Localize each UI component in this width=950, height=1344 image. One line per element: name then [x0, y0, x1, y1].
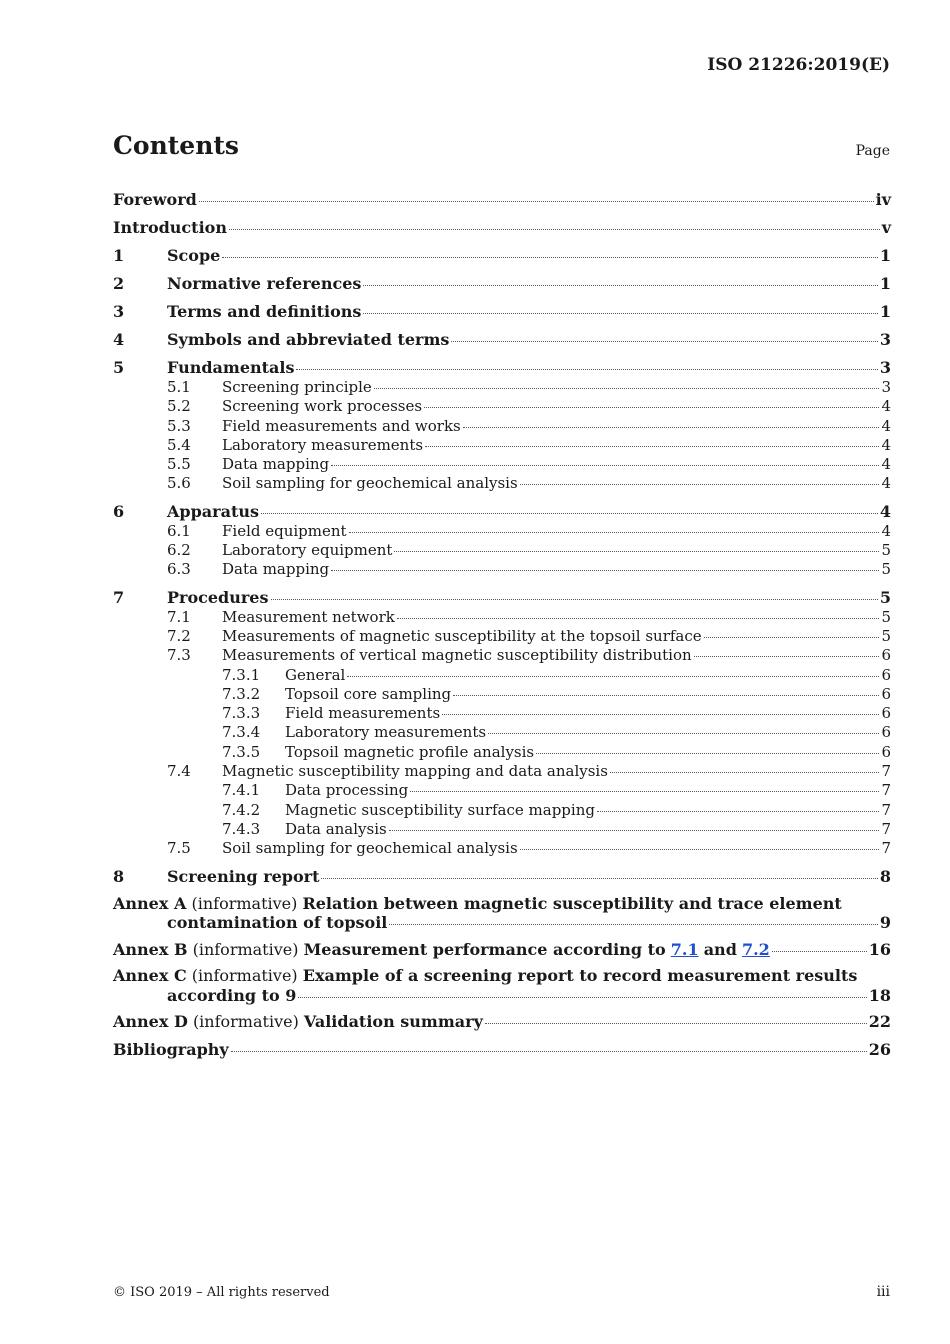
entry-title: Topsoil magnetic profile analysis — [285, 742, 535, 761]
leader-dots — [442, 714, 879, 715]
entry-number: 7.3.3 — [222, 704, 261, 723]
leader-dots — [597, 811, 879, 812]
page-number: 7 — [881, 800, 891, 819]
toc-entry[interactable] — [113, 417, 891, 436]
page-number: 5 — [879, 587, 891, 607]
entry-title: Magnetic susceptibility surface mapping — [285, 800, 595, 819]
toc-entry[interactable] — [113, 820, 891, 839]
toc-entry[interactable] — [113, 541, 891, 560]
entry-title: Magnetic susceptibility mapping and data analysis — [222, 762, 608, 781]
page-number: 6 — [881, 684, 891, 703]
entry-title: Measurements of magnetic susceptibility at the topsoil surface — [222, 626, 702, 645]
entry-title: Symbols and abbreviated terms — [167, 330, 450, 349]
leader-dots — [222, 257, 878, 258]
toc-entry[interactable] — [113, 189, 891, 210]
toc-entry[interactable] — [113, 646, 891, 665]
entry-title: General — [285, 665, 346, 684]
annex-title-cont: contamination of topsoil — [167, 913, 388, 933]
clause-link-7-2[interactable]: 7.2 — [741, 939, 770, 959]
leader-dots — [704, 637, 880, 638]
entry-number: 7.3 — [167, 646, 191, 665]
toc-entry[interactable] — [113, 704, 891, 723]
toc-bibliography[interactable] — [113, 1039, 891, 1060]
toc-entry[interactable] — [113, 839, 891, 858]
entry-title: Bibliography — [113, 1039, 229, 1059]
toc-entry[interactable] — [113, 560, 891, 579]
toc-entry[interactable] — [113, 436, 891, 455]
page-number: 3 — [879, 358, 891, 377]
entry-title: Topsoil core sampling — [285, 684, 452, 703]
toc-entry[interactable] — [113, 329, 891, 350]
annex-type: (informative) — [191, 893, 298, 913]
leader-dots — [520, 484, 880, 485]
leader-dots — [610, 772, 880, 773]
footer-page-number: iii — [876, 1284, 890, 1300]
entry-title: Screening work processes — [222, 397, 423, 416]
entry-number: 5.3 — [167, 416, 191, 435]
leader-dots — [389, 830, 880, 831]
toc-entry[interactable] — [113, 685, 891, 704]
entry-number: 7.4 — [167, 762, 191, 781]
page-number: 18 — [868, 985, 891, 1005]
toc-entry[interactable] — [113, 743, 891, 762]
leader-dots — [451, 341, 877, 342]
entry-title: Field equipment — [222, 521, 347, 540]
toc-annex-b[interactable] — [113, 940, 891, 960]
page-column-label: Page — [855, 143, 890, 159]
entry-title: Data mapping — [222, 455, 330, 474]
toc-entry[interactable] — [113, 397, 891, 416]
annex-type: (informative) — [191, 966, 298, 986]
leader-dots — [389, 924, 877, 925]
entry-number: 5.1 — [167, 378, 191, 396]
page-number: 4 — [881, 455, 891, 474]
entry-number: 5.2 — [167, 397, 191, 416]
toc-entry[interactable] — [113, 666, 891, 685]
page-number: iv — [875, 190, 891, 209]
page-number: 7 — [881, 819, 891, 838]
page-number: 6 — [881, 646, 891, 665]
toc-entry[interactable] — [113, 474, 891, 493]
entry-number: 6.3 — [167, 560, 191, 579]
leader-dots — [331, 570, 879, 571]
entry-title: Normative references — [167, 274, 362, 293]
annex-label: Annex D — [113, 1012, 188, 1032]
leader-dots — [363, 285, 877, 286]
page-number: 4 — [881, 397, 891, 416]
toc-entry[interactable] — [113, 587, 891, 608]
leader-dots — [453, 695, 879, 696]
leader-dots — [463, 427, 880, 428]
page-number: 7 — [881, 781, 891, 800]
document-id: ISO 21226:2019(E) — [707, 55, 890, 75]
entry-title: Data mapping — [222, 560, 330, 579]
entry-title: Introduction — [113, 218, 227, 237]
page-number: 4 — [879, 501, 891, 521]
page-number: 26 — [868, 1039, 891, 1059]
entry-number: 7.2 — [167, 626, 191, 645]
leader-dots — [296, 369, 877, 370]
contents-header — [113, 131, 890, 167]
toc-entry[interactable] — [113, 301, 891, 322]
leader-dots — [397, 618, 880, 619]
toc-entry[interactable] — [113, 455, 891, 474]
entry-number: 7.3.5 — [222, 742, 261, 761]
entry-number: 2 — [113, 274, 125, 293]
entry-number: 5.5 — [167, 455, 191, 474]
toc-entry[interactable] — [113, 866, 891, 887]
page-number: 1 — [879, 246, 891, 265]
leader-dots — [694, 656, 880, 657]
toc-entries — [113, 189, 891, 887]
annex-title: Example of a screening report to record measurement results — [302, 966, 858, 986]
annex-type: (informative) — [192, 939, 299, 959]
entry-number: 6 — [113, 501, 125, 521]
entry-number: 3 — [113, 302, 125, 321]
leader-dots — [374, 388, 880, 389]
leader-dots — [331, 465, 879, 466]
entry-title: Data processing — [285, 781, 409, 800]
toc-entry[interactable] — [113, 217, 891, 238]
entry-number: 7.4.1 — [222, 781, 261, 800]
page-number: 22 — [868, 1012, 891, 1032]
leader-dots — [321, 878, 877, 879]
entry-number: 1 — [113, 246, 125, 265]
entry-number: 6.2 — [167, 541, 191, 560]
entry-number: 5.4 — [167, 435, 191, 454]
entry-title: Field measurements and works — [222, 416, 461, 435]
entry-title: Terms and definitions — [167, 302, 362, 321]
leader-dots — [772, 951, 867, 952]
page-number: 6 — [881, 742, 891, 761]
entry-title: Screening principle — [222, 378, 372, 396]
annex-title-cont: according to 9 — [167, 985, 297, 1005]
toc-entry[interactable] — [113, 378, 891, 397]
toc-entry[interactable] — [113, 762, 891, 781]
entry-number: 7.1 — [167, 607, 191, 626]
toc-entry[interactable] — [113, 608, 891, 627]
copyright-notice: © ISO 2019 – All rights reserved — [113, 1285, 330, 1300]
toc-entry[interactable] — [113, 627, 891, 646]
toc-entry[interactable] — [113, 501, 891, 522]
leader-dots — [363, 313, 877, 314]
toc-entry[interactable] — [113, 357, 891, 378]
annex-type: (informative) — [192, 1012, 299, 1032]
entry-title: Laboratory measurements — [222, 435, 424, 454]
annex-title-and: and — [703, 939, 737, 959]
entry-title: Soil sampling for geochemical analysis — [222, 474, 518, 493]
toc-annex-c[interactable] — [113, 966, 891, 1005]
entry-title: Laboratory measurements — [285, 723, 487, 742]
entry-number: 5 — [113, 358, 125, 377]
page-number: 3 — [879, 330, 891, 349]
toc-entry[interactable] — [113, 522, 891, 541]
leader-dots — [410, 791, 879, 792]
entry-title: Laboratory equipment — [222, 541, 393, 560]
clause-link-7-1[interactable]: 7.1 — [670, 939, 699, 959]
leader-dots — [485, 1023, 867, 1024]
page-number: 9 — [879, 913, 891, 933]
entry-number: 5.6 — [167, 474, 191, 493]
leader-dots — [347, 676, 879, 677]
leader-dots — [536, 753, 879, 754]
leader-dots — [231, 1051, 867, 1052]
annex-title: Measurement performance according to — [303, 939, 666, 959]
leader-dots — [349, 532, 880, 533]
page-number: v — [881, 218, 891, 237]
entry-title: Fundamentals — [167, 358, 295, 377]
entry-number: 7.3.2 — [222, 684, 261, 703]
leader-dots — [520, 849, 880, 850]
entry-number: 7.5 — [167, 839, 191, 858]
page-number: 1 — [879, 274, 891, 293]
leader-dots — [199, 201, 874, 202]
entry-title: Screening report — [167, 866, 320, 886]
page-number: 16 — [868, 939, 891, 959]
page-number: 7 — [881, 839, 891, 858]
annex-label: Annex A — [113, 893, 187, 913]
page-number: 8 — [879, 866, 891, 886]
entry-title: Procedures — [167, 587, 269, 607]
page-number: 4 — [881, 474, 891, 493]
page-number: 7 — [881, 762, 891, 781]
entry-title: Soil sampling for geochemical analysis — [222, 839, 518, 858]
entry-number: 7.4.2 — [222, 800, 261, 819]
page-number: 5 — [881, 626, 891, 645]
table-of-contents — [113, 182, 891, 1060]
page-number: 6 — [881, 665, 891, 684]
entry-number: 8 — [113, 866, 125, 886]
leader-dots — [488, 733, 879, 734]
toc-entry[interactable] — [113, 273, 891, 294]
page-number: 1 — [879, 302, 891, 321]
entry-number: 7 — [113, 587, 125, 607]
leader-dots — [271, 599, 878, 600]
page-number: 3 — [881, 378, 891, 396]
page-number: 6 — [881, 723, 891, 742]
annex-title: Relation between magnetic susceptibility and trace element — [302, 893, 842, 913]
leader-dots — [298, 997, 866, 998]
page-number: 4 — [881, 435, 891, 454]
page-number: 5 — [881, 560, 891, 579]
leader-dots — [424, 407, 879, 408]
page-number: 5 — [881, 607, 891, 626]
entry-title: Scope — [167, 246, 221, 265]
toc-annex-d[interactable] — [113, 1012, 891, 1032]
entry-number: 6.1 — [167, 521, 191, 540]
entry-number: 7.3.1 — [222, 665, 261, 684]
entry-title: Measurement network — [222, 607, 395, 626]
entry-number: 4 — [113, 330, 125, 349]
page-number: 5 — [881, 541, 891, 560]
toc-entry[interactable] — [113, 781, 891, 800]
toc-entry[interactable] — [113, 245, 891, 266]
page-title: Contents — [113, 131, 240, 160]
entry-title: Field measurements — [285, 704, 441, 723]
page-number: 6 — [881, 704, 891, 723]
entry-title: Apparatus — [167, 501, 259, 521]
leader-dots — [229, 229, 880, 230]
entry-number: 7.3.4 — [222, 723, 261, 742]
leader-dots — [261, 513, 878, 514]
page-number: 4 — [881, 416, 891, 435]
annex-label: Annex B — [113, 939, 188, 959]
toc-annex-a[interactable] — [113, 894, 891, 933]
page-number: 4 — [881, 521, 891, 540]
entry-number: 7.4.3 — [222, 819, 261, 838]
entry-title: Measurements of vertical magnetic susceptibility distribution — [222, 646, 692, 665]
leader-dots — [425, 446, 879, 447]
annex-label: Annex C — [113, 966, 187, 986]
entry-title: Data analysis — [285, 819, 387, 838]
toc-entry[interactable] — [113, 801, 891, 820]
leader-dots — [394, 551, 879, 552]
annex-title: Validation summary — [303, 1012, 483, 1032]
toc-entry[interactable] — [113, 723, 891, 742]
entry-title: Foreword — [113, 190, 197, 209]
